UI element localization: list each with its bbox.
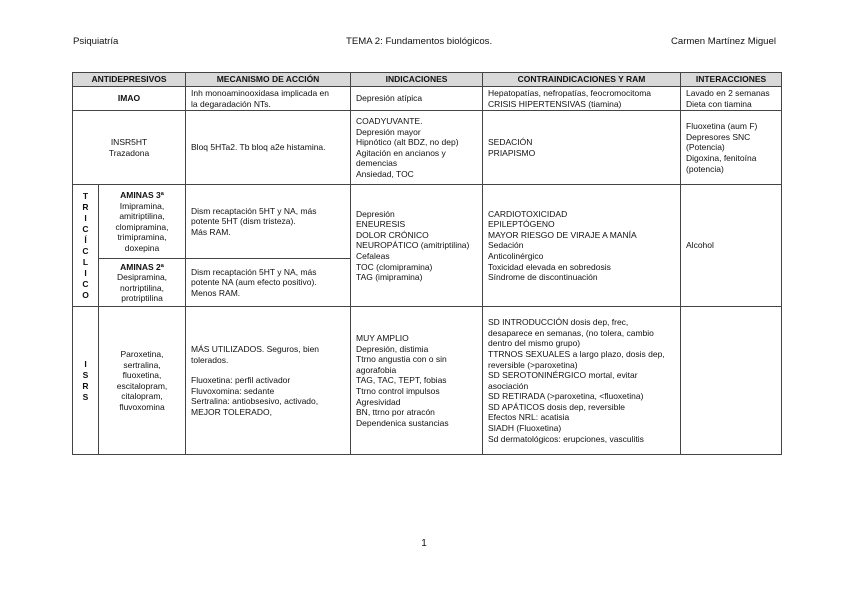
isrs-contra: SD INTRODUCCIÓN dosis dep, frec, desaparece en semanas, (no tolera, cambio dentro del mismo grupo) TTRNOS SEXUALES a largo plazo, dosis dep, reversible (>paroxetina) SD SEROTONINÉRGICO mortal, evitar asociación SD RETIRADA (>paroxetina, <fluoxetina) SD APÁTICOS dosis dep, reversible Efectos NRL: acatisia SIADH (Fluoxetina) Sd dermatológicos: erupciones, vasculitis	[483, 307, 681, 455]
imao-name: IMAO	[73, 87, 186, 111]
page-number: 1	[421, 538, 427, 549]
aminas2-mecanismo: Dism recaptación 5HT y NA, más potente NA (aum efecto positivo). Menos RAM.	[186, 259, 351, 307]
col-header-indicaciones: INDICACIONES	[351, 73, 483, 87]
insr-mecanismo: Bloq 5HTa2. Tb bloq a2e histamina.	[186, 111, 351, 185]
triciclico-contra: CARDIOTOXICIDAD EPILEPTÓGENO MAYOR RIESGO DE VIRAJE A MANÍA Sedación Anticolinérgico Toxicidad elevada en sobredosis Síndrome de discontinuación	[483, 185, 681, 307]
table-header-row	[73, 73, 782, 87]
table-row-triciclico-aminas3	[73, 185, 782, 259]
header-topic: TEMA 2: Fundamentos biológicos.	[346, 36, 493, 47]
aminas3-name: AMINAS 3ª Imipramina, amitriptilina, clomipramina, trimipramina, doxepina	[99, 185, 186, 259]
isrs-indicaciones: MUY AMPLIO Depresión, distimia Ttrno angustia con o sin agorafobia TAG, TAC, TEPT, fobias Ttrno control impulsos Agresividad BN, ttrno por atracón Dependenica sustancias	[351, 307, 483, 455]
header-subject: Psiquiatría	[73, 36, 119, 47]
col-header-mecanismo: MECANISMO DE ACCIÓN	[186, 73, 351, 87]
insr-indicaciones: COADYUVANTE. Depresión mayor Hipnótico (alt BDZ, no dep) Agitación en ancianos y demencias Ansiedad, TOC	[351, 111, 483, 185]
table-row-imao	[73, 87, 782, 111]
insr-contra: SEDACIÓN PRIAPISMO	[483, 111, 681, 185]
isrs-mecanismo: MÁS UTILIZADOS. Seguros, bien tolerados. Fluoxetina: perfil activador Fluvoxomina: sedante Sertralina: antiobsesivo, activado, MEJOR TOLERADO,	[186, 307, 351, 455]
insr-name: INSR5HT Trazadona	[73, 111, 186, 185]
col-header-interacciones: INTERACCIONES	[681, 73, 782, 87]
triciclico-interacciones: Alcohol	[681, 185, 782, 307]
imao-indicaciones: Depresión atípica	[351, 87, 483, 111]
table-row-isrs	[73, 307, 782, 455]
antidepressants-table	[72, 72, 782, 455]
imao-mecanismo: Inh monoaminooxidasa implicada en la degaradación NTs.	[186, 87, 351, 111]
col-header-contraindicaciones: CONTRAINDICACIONES Y RAM	[483, 73, 681, 87]
triciclico-label: T R I C Í C L I C O	[73, 185, 99, 307]
imao-interacciones: Lavado en 2 semanas Dieta con tiamina	[681, 87, 782, 111]
table-row-insr5ht	[73, 111, 782, 185]
aminas3-mecanismo: Dism recaptación 5HT y NA, más potente 5HT (dism tristeza). Más RAM.	[186, 185, 351, 259]
isrs-interacciones	[681, 307, 782, 455]
aminas2-name: AMINAS 2ª Desipramina, nortriptilina, protriptilina	[99, 259, 186, 307]
col-header-antidepresivos: ANTIDEPRESIVOS	[73, 73, 186, 87]
isrs-label: I S R S	[73, 307, 99, 455]
insr-interacciones: Fluoxetina (aum F) Depresores SNC (Potencia) Digoxina, fenitoína (potencia)	[681, 111, 782, 185]
header-author: Carmen Martínez Miguel	[670, 36, 776, 47]
isrs-name: Paroxetina, sertralina, fluoxetina, escitalopram, citalopram, fluvoxomina	[99, 307, 186, 455]
triciclico-indicaciones: Depresión ENEURESIS DOLOR CRÓNICO NEUROPÁTICO (amitriptilina) Cefaleas TOC (clomipramina) TAG (imipramina)	[351, 185, 483, 307]
imao-contra: Hepatopatías, nefropatías, feocromocitoma CRISIS HIPERTENSIVAS (tiamina)	[483, 87, 681, 111]
